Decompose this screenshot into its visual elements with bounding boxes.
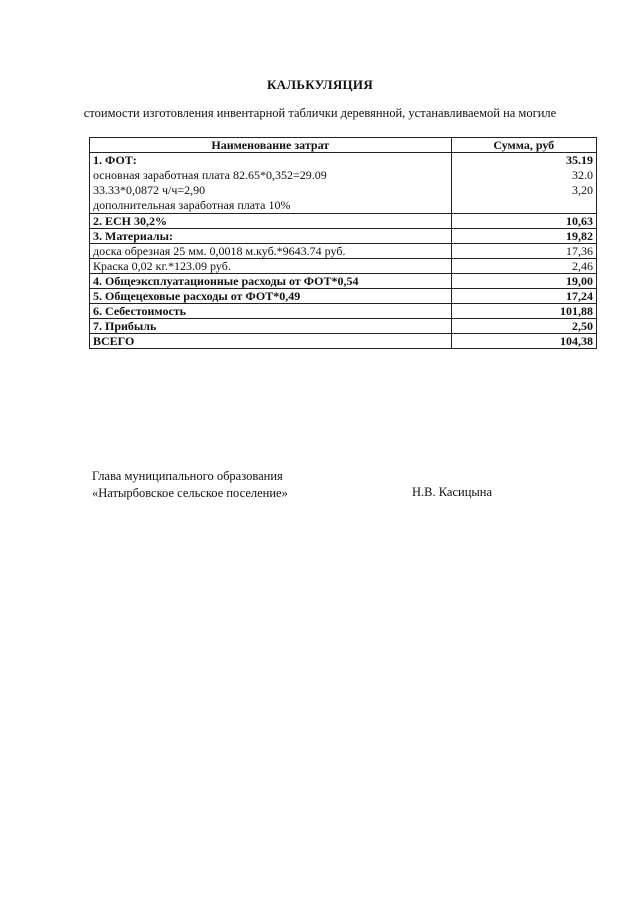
- table-row: [90, 334, 597, 349]
- row-value: 19,82: [451, 229, 596, 244]
- fot-description-cell: [90, 153, 452, 214]
- row-label: 4. Общеэксплуатационные расходы от ФОТ*0,54: [90, 274, 452, 289]
- row-value: 17,36: [451, 244, 596, 259]
- row-label: 6. Себестоимость: [90, 304, 452, 319]
- fot-total: 35.19: [566, 153, 593, 167]
- signature-position: [92, 468, 288, 502]
- fot-line-1: основная заработная плата 82.65*0,352=29.09: [93, 168, 327, 182]
- fot-value-1: 32.0: [572, 168, 593, 182]
- fot-label: 1. ФОТ:: [93, 153, 137, 167]
- signature-name: Н.В. Касицына: [412, 485, 493, 499]
- row-label: 2. ЕСН 30,2%: [90, 214, 452, 229]
- row-value: 101,88: [451, 304, 596, 319]
- table-header-row: [90, 138, 597, 153]
- table-row: [90, 214, 597, 229]
- fot-value-3: [455, 198, 593, 213]
- table-row: [90, 319, 597, 334]
- calculation-table: [89, 137, 597, 349]
- fot-value-2: 3,20: [572, 183, 593, 197]
- table-row: [90, 229, 597, 244]
- row-value: 10,63: [451, 214, 596, 229]
- header-cost-name: Наименование затрат: [90, 138, 452, 153]
- table-row-fot: [90, 153, 597, 214]
- row-label: доска обрезная 25 мм. 0,0018 м.куб.*9643.74 руб.: [90, 244, 452, 259]
- document-title: КАЛЬКУЛЯЦИЯ: [266, 77, 374, 92]
- document-subtitle: стоимости изготовления инвентарной таблички деревянной, устанавливаемой на могиле: [83, 106, 557, 120]
- row-label: 7. Прибыль: [90, 319, 452, 334]
- signature-position-line-2: «Натырбовское сельское поселение»: [92, 486, 288, 500]
- row-label: Краска 0,02 кг.*123.09 руб.: [90, 259, 452, 274]
- row-label: 5. Общецеховые расходы от ФОТ*0,49: [90, 289, 452, 304]
- signature-position-line-1: Глава муниципального образования: [92, 469, 283, 483]
- table-row: [90, 259, 597, 274]
- row-label: ВСЕГО: [90, 334, 452, 349]
- header-amount: Сумма, руб: [451, 138, 596, 153]
- table-row: [90, 274, 597, 289]
- table-row: [90, 304, 597, 319]
- fot-line-2: 33.33*0,0872 ч/ч=2,90: [93, 183, 206, 197]
- row-value: 17,24: [451, 289, 596, 304]
- fot-value-cell: [451, 153, 596, 214]
- row-value: 104,38: [451, 334, 596, 349]
- fot-line-3: дополнительная заработная плата 10%: [93, 198, 291, 212]
- row-value: 2,50: [451, 319, 596, 334]
- table-row: [90, 244, 597, 259]
- row-value: 2,46: [451, 259, 596, 274]
- table-row: [90, 289, 597, 304]
- row-label: 3. Материалы:: [90, 229, 452, 244]
- row-value: 19,00: [451, 274, 596, 289]
